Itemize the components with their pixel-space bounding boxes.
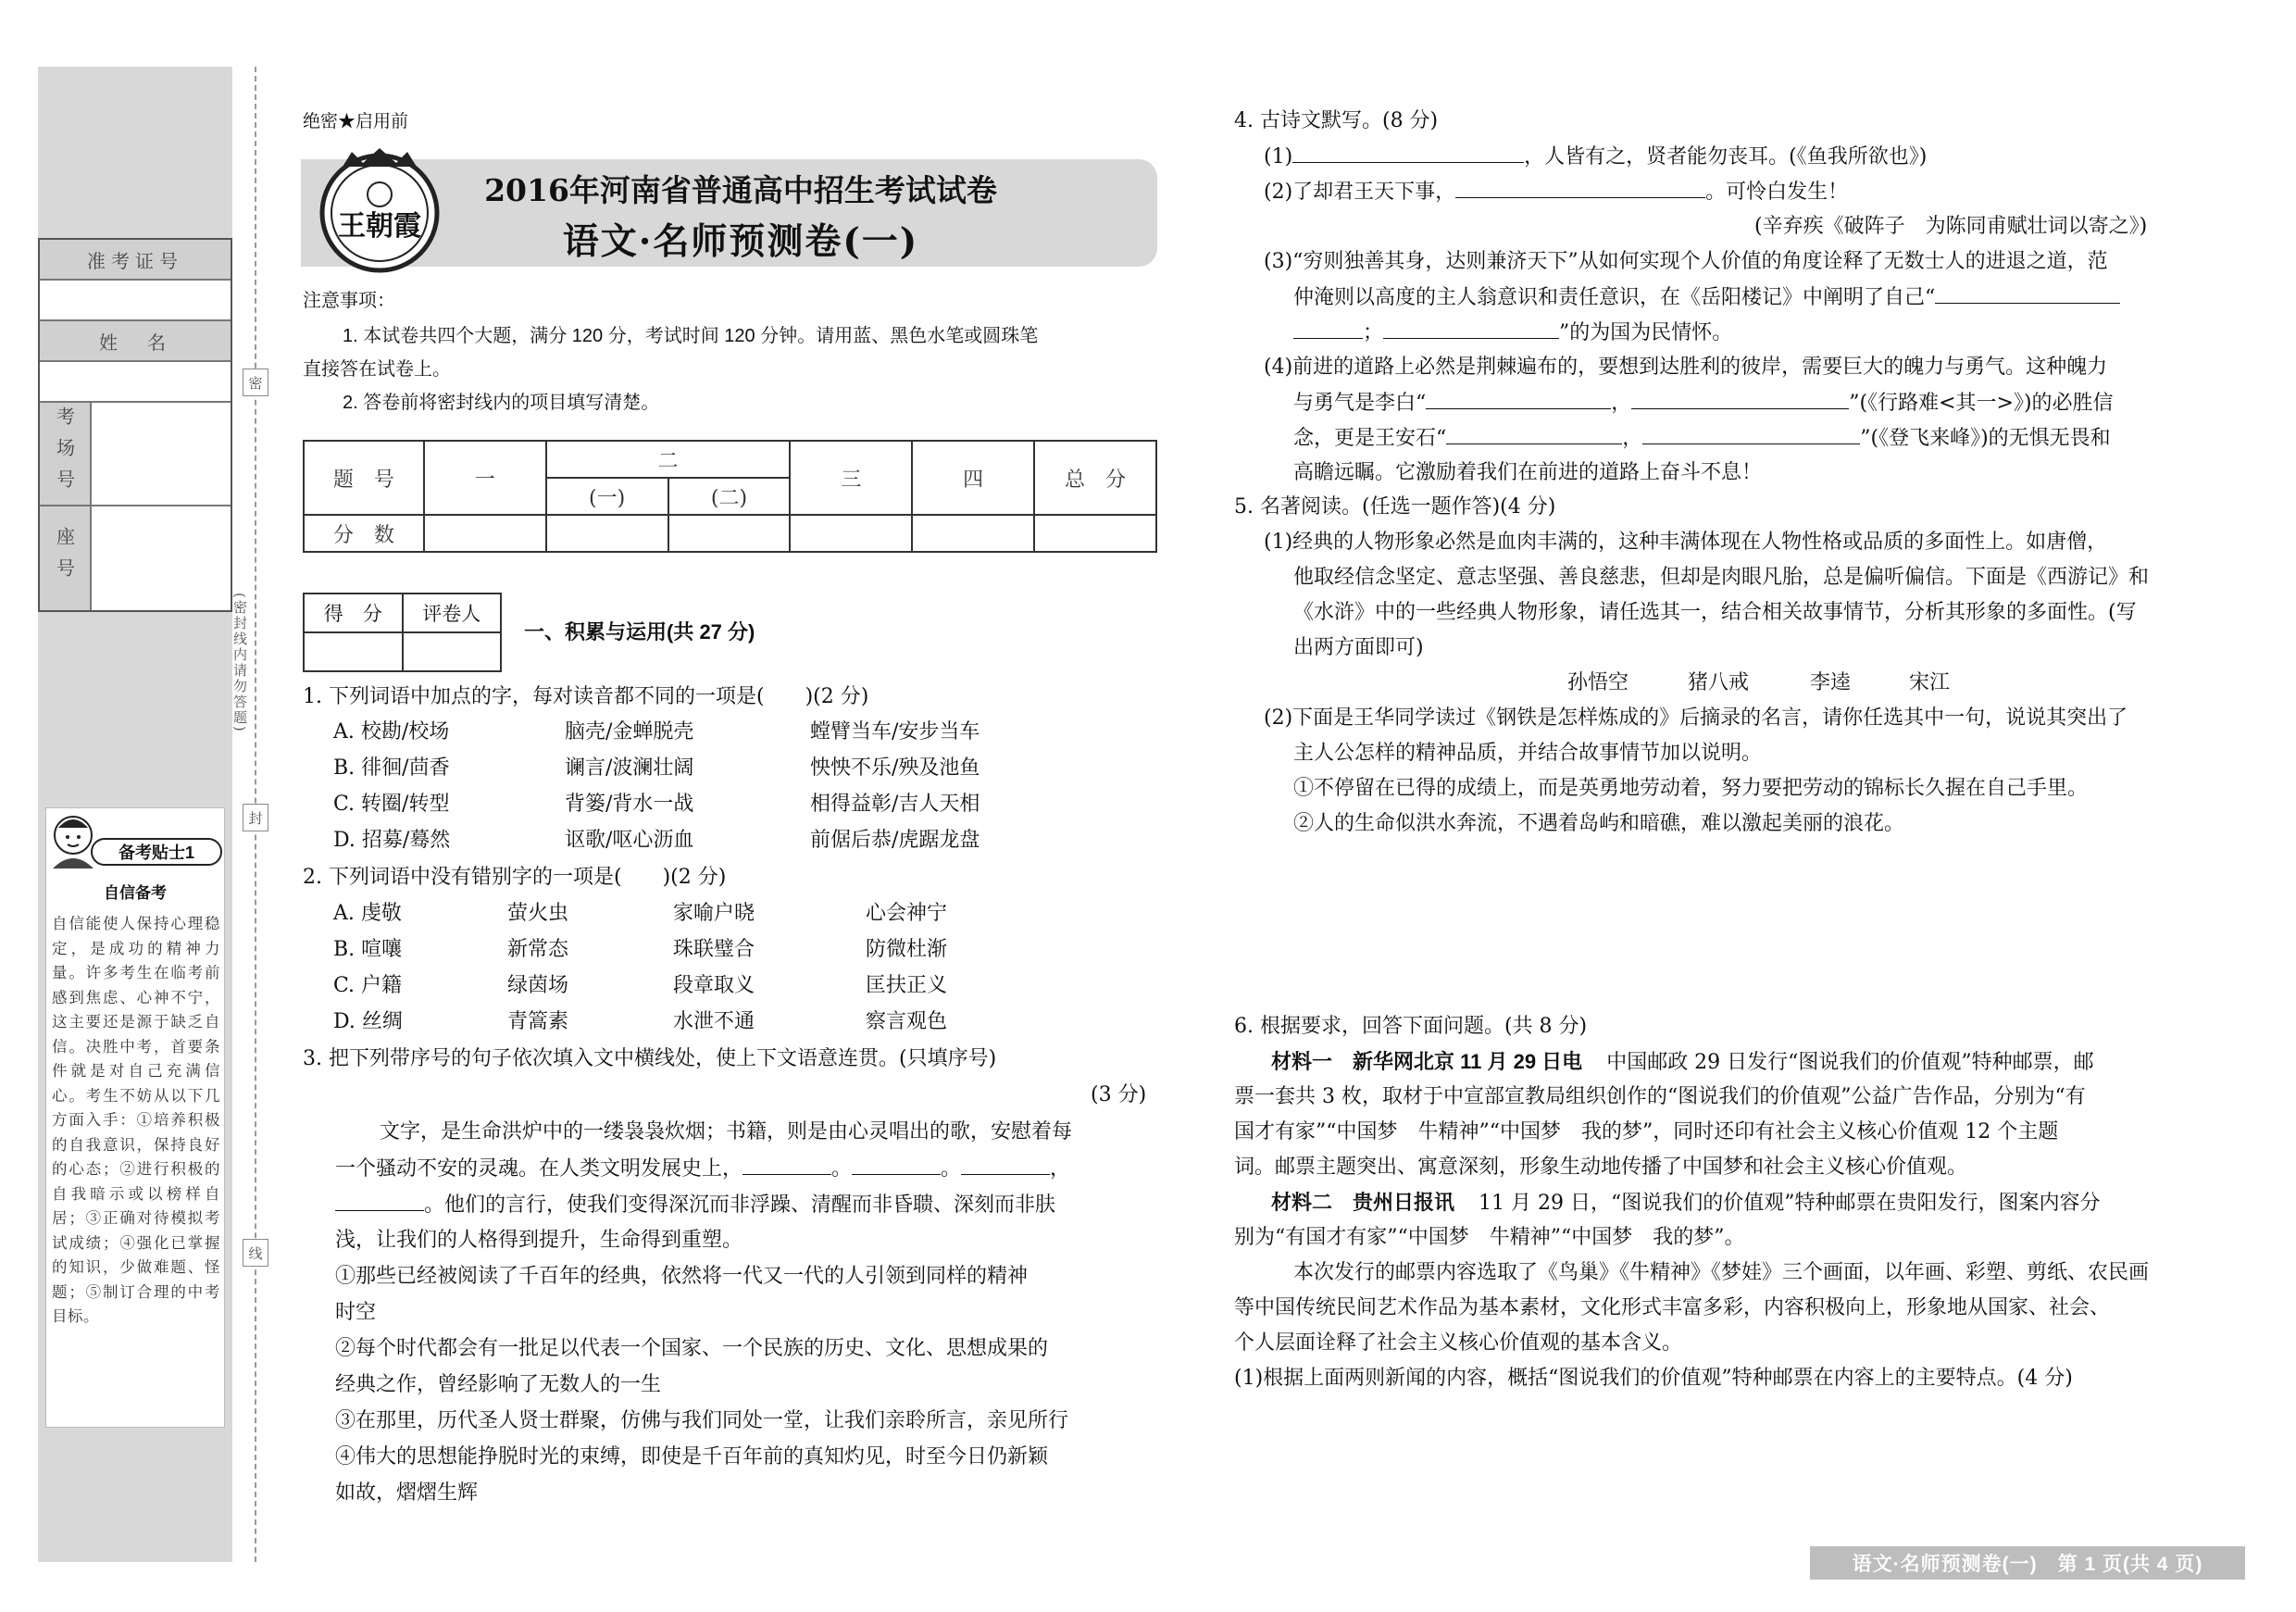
q4-blank-1[interactable] (1292, 143, 1524, 163)
q1-option-c-3: 相得益彰/吉人天相 (810, 793, 980, 816)
q2-option-a[interactable]: A. 虔敬 (333, 902, 402, 925)
tip-title: 自信备考 (104, 884, 167, 902)
q5-quote-1: ①不停留在已得的成绩上，而是英勇地劳动着，努力要把劳动的锦标长久握在自己手里。 (1293, 777, 2089, 800)
q4-line-4: (4)前进的道路上必然是荆棘遍布的，要想到达胜利的彼岸，需要巨大的魄力与勇气。这种魄力 (1264, 356, 2108, 379)
notice-item-2: 2. 答卷前将密封线内的项目填写清楚。 (343, 393, 660, 413)
tip-banner (45, 807, 225, 872)
q3-sentence-4-cont: 如故，熠熠生辉 (335, 1481, 479, 1505)
q1-option-d[interactable]: D. 招募/蓦然 (333, 829, 451, 852)
score-col-2-2: (二) (668, 478, 791, 515)
q2-option-b-3: 珠联璧合 (673, 938, 755, 961)
q3-score: (3 分) (1091, 1083, 1147, 1106)
q6-stem: 6. 根据要求，回答下面问题。(共 8 分) (1234, 1015, 1588, 1038)
score-col-4: 四 (912, 441, 1034, 515)
q1-option-d-3: 前倨后恭/虎踞龙盘 (810, 829, 980, 852)
q5-part1-line-3: 《水浒》中的一些经典人物形象，请任选其一，结合相关故事情节，分析其形象的多面性。(写 (1293, 601, 2137, 624)
q1-option-b-3: 怏怏不乐/殃及池鱼 (810, 756, 980, 780)
q1-option-c[interactable]: C. 转圈/转型 (333, 793, 450, 816)
exam-title: 2016年河南省普通高中招生考试试卷 (484, 172, 997, 208)
q4-blank-6[interactable] (1426, 389, 1611, 409)
q3-sentence-2-cont: 经典之作，曾经影响了无数人的一生 (335, 1373, 662, 1396)
score-cell[interactable] (668, 515, 791, 552)
q3-passage-line-3 (335, 1191, 1055, 1219)
q3-blank-4[interactable] (335, 1191, 424, 1211)
q4-line-4-d: 高瞻远瞩。它激励着我们在前进的道路上奋斗不息！ (1293, 461, 1763, 484)
q6-material-1-line-3: 国才有家”“中国梦 牛精神”“中国梦 我的梦”，同时还印有社会主义核心价值观 12 个主题 (1234, 1120, 2059, 1143)
score-col-3: 三 (790, 441, 912, 515)
q3-blank-2[interactable] (852, 1155, 941, 1175)
grader-table (303, 593, 502, 672)
grader-name-cell[interactable] (403, 632, 502, 671)
q4-line-3-end: ； ”的为国为民情怀。 (1293, 319, 1732, 347)
q3-sentence-2: ②每个时代都会有一批足以代表一个国家、一个民族的历史、文化、思想成果的 (335, 1337, 1049, 1360)
q3-blank-3[interactable] (961, 1155, 1050, 1175)
exam-room-field[interactable] (40, 403, 231, 506)
q3-sentence-1: ①那些已经被阅读了千百年的经典，依然将一代又一代的人引领到同样的精神 (335, 1265, 1029, 1288)
score-col-2: 二 (546, 441, 791, 478)
seal-mark-mi: 密 (243, 369, 268, 396)
q5-part2-line-1: (2)下面是王华同学读过《钢铁是怎样炼成的》后摘录的名言，请你任选其中一句，说说其突出了 (1264, 706, 2128, 730)
q6-material-2-line-3: 本次发行的邮票内容选取了《鸟巢》《牛精神》《梦娃》三个画面，以年画、彩塑、剪纸、农民画 (1293, 1261, 2150, 1284)
student-info-table (38, 238, 232, 612)
brand-logo-icon (315, 146, 444, 276)
q4-blank-9[interactable] (1642, 424, 1860, 444)
q5-part1-line-1: (1)经典的人物形象必然是血肉丰满的，这种丰满体现在人物性格或品质的多面性上。如唐僧， (1264, 531, 2108, 554)
q2-option-a-4: 心会神宁 (866, 902, 948, 925)
seat-field[interactable] (40, 506, 231, 610)
q5-name-1: 孙悟空 (1567, 671, 1629, 694)
q5-part1-line-2: 他取经信念坚定、意志坚强、善良慈悲，但却是肉眼凡胎，总是偏听偏信。下面是《西游记》和 (1293, 566, 2150, 589)
q4-blank-2[interactable] (1455, 178, 1705, 198)
q4-line-3: (3)“穷则独善其身，达则兼济天下”从如何实现个人价值的角度诠释了无数士人的进退之道，范 (1264, 250, 2108, 273)
tip-banner-text: 备考贴士1 (118, 843, 195, 862)
name-field[interactable] (40, 362, 231, 403)
q4-line-4-c: 念，更是王安石“ ， ”(《登飞来峰》)的无惧无畏和 (1293, 424, 2111, 453)
score-col-2-1: (一) (546, 478, 668, 515)
q4-line-1: (1) ，人皆有之，贤者能勿丧耳。(《鱼我所欲也》) (1264, 143, 1927, 171)
score-table (303, 440, 1157, 553)
q2-stem: 2. 下列词语中没有错别字的一项是( )(2 分) (303, 866, 727, 889)
q2-option-d-2: 青篙素 (507, 1010, 569, 1033)
q5-stem: 5. 名著阅读。(任选一题作答)(4 分) (1234, 495, 1556, 519)
q2-option-b-4: 防微杜渐 (866, 938, 948, 961)
q6-material-2-line-5: 个人层面诠释了社会主义核心价值观的基本含义。 (1234, 1331, 1683, 1355)
q1-option-a-2: 脑壳/金蝉脱壳 (565, 720, 694, 744)
q5-name-2: 猪八戒 (1688, 671, 1750, 694)
q3-passage-line-4: 浅，让我们的人格得到提升，生命得到重塑。 (335, 1229, 743, 1252)
q5-part1-line-4: 出两方面即可) (1293, 636, 1424, 659)
score-cell[interactable] (424, 515, 546, 552)
notice-item-1-cont: 直接答在试卷上。 (303, 359, 451, 380)
q3-sentence-4: ④伟大的思想能挣脱时光的束缚，即使是千百年前的真知灼见，时至今日仍新颖 (335, 1445, 1049, 1468)
score-col-1: 一 (424, 441, 546, 515)
q1-option-d-2: 讴歌/呕心沥血 (565, 829, 694, 852)
q6-material-1-line-2: 票一套共 3 枚，取材于中宣部宣教局组织创作的“图说我们的价值观”公益广告作品，分别为“有 (1234, 1085, 2086, 1108)
q2-option-c-4: 匡扶正义 (866, 974, 948, 997)
score-cell[interactable] (912, 515, 1034, 552)
grader-name-label: 评卷人 (403, 594, 502, 632)
q3-passage-line-1: 文字，是生命洪炉中的一缕袅袅炊烟；书籍，则是由心灵唱出的歌，安慰着每 (380, 1120, 1073, 1143)
score-col-total: 总 分 (1034, 441, 1156, 515)
q3-stem: 3. 把下列带序号的句子依次填入文中横线处，使上下文语意连贯。(只填序号) (303, 1047, 997, 1070)
q4-line-2-source: (辛弃疾《破阵子 为陈同甫赋壮词以寄之》) (1754, 215, 2148, 238)
q4-line-3-cont: 仲淹则以高度的主人翁意识和责任意识，在《岳阳楼记》中阐明了自己“ (1293, 283, 2120, 312)
seal-mark-feng: 封 (243, 804, 268, 831)
q4-line-4-b: 与勇气是李白“ ， ”(《行路难<其一>》)的必胜信 (1293, 389, 2114, 418)
section-heading: 一、积累与运用(共 27 分) (524, 620, 755, 644)
q6-material-2-line-2: 别为“有国才有家”“中国梦 牛精神”“中国梦 我的梦”。 (1234, 1226, 1745, 1249)
q4-blank-7[interactable] (1631, 389, 1849, 409)
q2-option-a-2: 萤火虫 (507, 902, 569, 925)
q2-option-d[interactable]: D. 丝绸 (333, 1010, 403, 1033)
grader-score-label: 得 分 (304, 594, 403, 632)
grader-score-cell[interactable] (304, 632, 403, 671)
score-col-label: 题 号 (304, 441, 424, 515)
q2-option-b[interactable]: B. 喧嚷 (333, 938, 403, 961)
seat-label: 座号 (40, 506, 92, 610)
q4-blank-8[interactable] (1446, 424, 1622, 444)
q2-option-c-3: 段章取义 (673, 974, 755, 997)
q3-passage-line-2: 一个骚动不安的灵魂。在人类文明发展史上， 。 。 ， (335, 1155, 1070, 1183)
q4-blank-3[interactable] (1935, 283, 2120, 304)
q1-option-a[interactable]: A. 校勘/校场 (333, 720, 450, 744)
exam-number-label: 准考证号 (40, 240, 231, 281)
q2-option-c-2: 绿茵场 (507, 974, 569, 997)
exam-room-label: 考场号 (40, 403, 92, 505)
q1-option-c-2: 背篓/背水一战 (565, 793, 694, 816)
q2-option-b-2: 新常态 (507, 938, 569, 961)
q2-option-a-3: 家喻户晓 (673, 902, 755, 925)
notice-item-1: 1. 本试卷共四个大题，满分 120 分，考试时间 120 分钟。请用蓝、黑色水笔或圆珠笔 (343, 326, 1039, 346)
score-cell[interactable] (790, 515, 912, 552)
exam-number-field[interactable] (40, 281, 231, 321)
q2-option-d-3: 水泄不通 (673, 1010, 755, 1033)
logo-text: 王朝霞 (338, 210, 421, 243)
q6-material-2-line-4: 等中国传统民间艺术作品为基本素材，文化形式丰富多彩，内容积极向上，形象地从国家、社会、 (1234, 1296, 2111, 1319)
exam-subtitle: 语文·名师预测卷(一) (562, 220, 919, 263)
q5-name-4: 宋江 (1909, 671, 1951, 694)
q5-name-3: 李逵 (1810, 671, 1852, 694)
tip-body: 自信能使人保持心理稳定，是成功的精神力量。许多考生在临考前感到焦虑、心神不宁，这主要还是源于缺乏自信。决胜中考，首要条件就是对自己充满信心。考生不妨从以下几方面入手：①培养积极的自我意识，保持良好的心态；②进行积极的自我暗示或以榜样自居；③正确对待模拟考试成绩；④强化已掌握的知识，少做难题、怪题；⑤制订合理的中考目标。 (52, 915, 220, 1325)
score-row-label: 分 数 (304, 515, 424, 552)
q3-sentence-3: ③在那里，历代圣人贤士群聚，仿佛与我们同处一堂，让我们亲聆所言，亲见所行 (335, 1409, 1069, 1432)
q5-quote-2: ②人的生命似洪水奔流，不遇着岛屿和暗礁，难以激起美丽的浪花。 (1293, 812, 1905, 835)
q5-part2-line-2: 主人公怎样的精神品质，并结合故事情节加以说明。 (1293, 742, 1763, 765)
name-label: 姓 名 (40, 321, 231, 362)
notice-heading: 注意事项： (303, 291, 395, 311)
q6-material-1-line-4: 词。邮票主题突出、寓意深刻，形象生动地传播了中国梦和社会主义核心价值观。 (1234, 1156, 1968, 1179)
q3-passage-line-2-text: 一个骚动不安的灵魂。在人类文明发展史上， (335, 1157, 743, 1181)
q6-material-1-line-1: 材料一 新华网北京 11 月 29 日电 中国邮政 29 日发行“图说我们的价值观”特种邮票，邮 (1271, 1050, 2094, 1074)
score-cell[interactable] (1034, 515, 1156, 552)
q3-sentence-1-cont: 时空 (335, 1301, 377, 1324)
q3-blank-1[interactable] (742, 1155, 831, 1175)
q1-stem: 1. 下列词语中加点的字，每对读音都不同的一项是( )(2 分) (303, 685, 869, 708)
q1-option-b-2: 谰言/波澜壮阔 (565, 756, 694, 780)
seal-note: (密封线内请勿答题) (231, 593, 248, 733)
confidential-label: 绝密★启用前 (303, 112, 409, 131)
q4-line-2: (2)了却君王天下事， 。可怜白发生！ (1264, 178, 1848, 206)
q1-option-a-3: 螳臂当车/安步当车 (810, 720, 980, 744)
q6-subquestion-1: (1)根据上面两则新闻的内容，概括“图说我们的价值观”特种邮票在内容上的主要特点。(4 分) (1234, 1367, 2073, 1390)
q1-option-b[interactable]: B. 徘徊/茴香 (333, 756, 450, 780)
q4-stem: 4. 古诗文默写。(8 分) (1234, 109, 1439, 132)
q4-blank-5[interactable] (1383, 319, 1559, 339)
page-footer: 语文·名师预测卷(一) 第 1 页(共 4 页) (1810, 1546, 2245, 1580)
q6-material-2-line-1: 材料二 贵州日报讯 11 月 29 日，“图说我们的价值观”特种邮票在贵阳发行，图案内容分 (1271, 1191, 2101, 1215)
q2-option-c[interactable]: C. 户籍 (333, 974, 403, 997)
q2-option-d-4: 察言观色 (866, 1010, 948, 1033)
score-cell[interactable] (546, 515, 668, 552)
q3-passage-line-3-text: 。他们的言行，使我们变得深沉而非浮躁、清醒而非昏聩、深刻而非肤 (424, 1193, 1056, 1217)
q4-blank-4[interactable] (1293, 319, 1363, 339)
seal-mark-xian: 线 (243, 1239, 268, 1267)
